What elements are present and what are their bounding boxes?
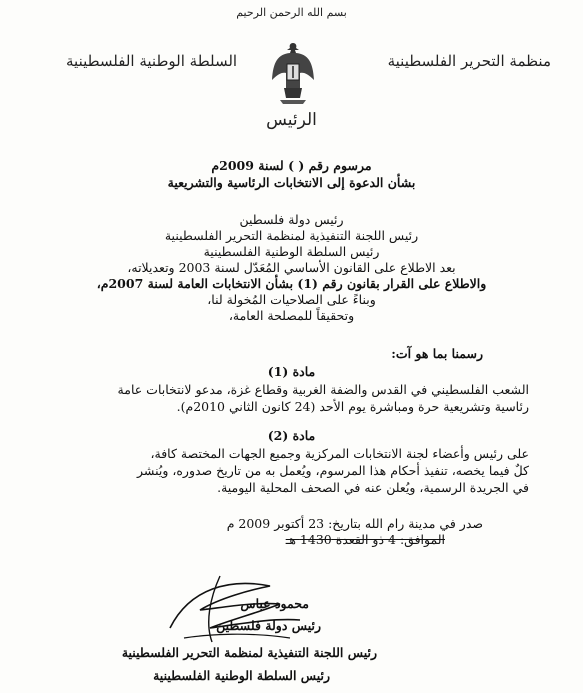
article-2-title: مادة (2) (267, 428, 316, 443)
preamble-line: والاطلاع على القرار بقانون رقم (1) بشأن الانتخابات العامة لسنة 2007م، (96, 276, 487, 291)
article-1-title: مادة (1) (267, 364, 316, 379)
preamble-line: رئيس اللجنة التنفيذية لمنظمة التحرير الفلسطينية (164, 228, 419, 243)
signatory-title-2: رئيس اللجنة التنفيذية لمنظمة التحرير الفلسطينية (121, 645, 377, 660)
preamble-line: وبناءً على الصلاحيات المُخولة لنا، (207, 292, 376, 307)
article-1-body (76, 381, 529, 415)
article-2-body (76, 445, 529, 496)
decree-title: مرسوم رقم ( ) لسنة 2009م (211, 158, 372, 173)
signatory-title-3: رئيس السلطة الوطنية الفلسطينية (153, 668, 330, 683)
basmala: بسم الله الرحمن الرحيم (236, 6, 347, 19)
article-1-line: الشعب الفلسطيني في القدس والضفة الغربية وقطاع غزة، مدعو لانتخابات عامة (117, 382, 529, 397)
issued-hijri-date: الموافق: 4 ذو القعدة 1430 هـ (285, 532, 445, 547)
president-title: الرئيس (266, 110, 317, 130)
signatory-name: محمود عباس (240, 596, 309, 611)
article-2-line: في الجريدة الرسمية، ويُعلن عنه في الصحف المحلية اليومية. (217, 480, 529, 495)
preamble-line: رئيس دولة فلسطين (239, 212, 344, 227)
decreed-heading: رسمنا بما هو آت: (391, 346, 483, 361)
preamble-line: وتحقيقاً للمصلحة العامة، (228, 308, 355, 323)
article-1-line: رئاسية وتشريعية حرة ومباشرة يوم الأحد (24 كانون الثاني 2010م). (176, 399, 529, 414)
article-2-line: على رئيس وأعضاء لجنة الانتخابات المركزية وجميع الجهات المختصة كافة، (150, 446, 529, 461)
header-plo: منظمة التحرير الفلسطينية (387, 52, 551, 70)
signatory-title-1: رئيس دولة فلسطين (216, 618, 321, 633)
preamble-line: بعد الاطلاع على القانون الأساسي المُعَدّل لسنة 2003 وتعديلاته، (127, 260, 456, 275)
header-pna: السلطة الوطنية الفلسطينية (66, 52, 238, 70)
article-2-line: كلٌ فيما يخصه، تنفيذ أحكام هذا المرسوم، ويُعمل به من تاريخ صدوره، ويُنشر (137, 463, 529, 478)
eagle-emblem-icon (270, 40, 316, 112)
decree-subject: بشأن الدعوة إلى الانتخابات الرئاسية والتشريعية (167, 175, 416, 190)
issued-place-date: صدر في مدينة رام الله بتاريخ: 23 أكتوبر 2009 م (226, 516, 483, 531)
preamble-line: رئيس السلطة الوطنية الفلسطينية (203, 244, 380, 259)
